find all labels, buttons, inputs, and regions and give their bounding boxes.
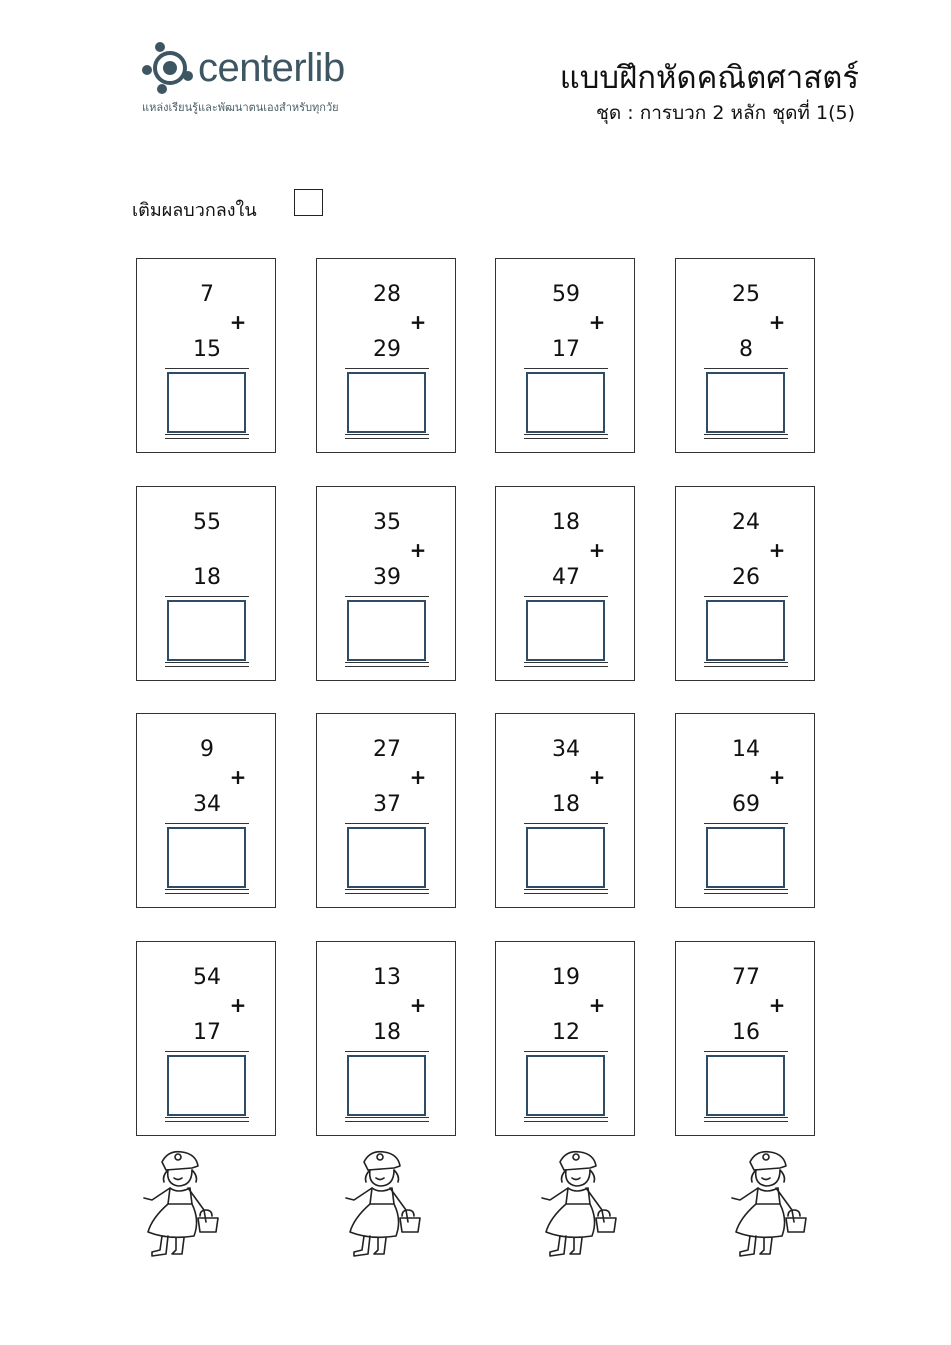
double-underline bbox=[524, 662, 608, 663]
double-underline bbox=[524, 666, 608, 667]
double-underline bbox=[165, 893, 249, 894]
double-underline bbox=[345, 438, 429, 439]
problem-card bbox=[316, 486, 456, 681]
answer-box[interactable] bbox=[167, 600, 246, 661]
double-underline bbox=[345, 434, 429, 435]
girl-with-bag-icon bbox=[138, 1148, 224, 1260]
answer-box[interactable] bbox=[347, 600, 426, 661]
problem-card bbox=[136, 713, 276, 908]
problem-card bbox=[495, 486, 635, 681]
addend-top: 77 bbox=[732, 965, 760, 990]
problem-card bbox=[136, 258, 276, 453]
plus-sign: + bbox=[768, 538, 786, 562]
sum-line bbox=[345, 596, 429, 597]
addend-bottom: 18 bbox=[373, 1020, 401, 1045]
instruction-answer-box-sample bbox=[294, 189, 323, 216]
double-underline bbox=[345, 1117, 429, 1118]
problem-card bbox=[495, 941, 635, 1136]
plus-sign: + bbox=[768, 310, 786, 334]
addend-top: 14 bbox=[732, 737, 760, 762]
problem-card bbox=[675, 713, 815, 908]
addend-bottom: 17 bbox=[552, 337, 580, 362]
sum-line bbox=[345, 1051, 429, 1052]
addend-bottom: 34 bbox=[193, 792, 221, 817]
addend-top: 24 bbox=[732, 510, 760, 535]
sum-line bbox=[704, 1051, 788, 1052]
addend-top: 34 bbox=[552, 737, 580, 762]
sum-line bbox=[704, 823, 788, 824]
double-underline bbox=[704, 889, 788, 890]
answer-box[interactable] bbox=[347, 372, 426, 433]
answer-box[interactable] bbox=[526, 600, 605, 661]
sum-line bbox=[165, 368, 249, 369]
addend-bottom: 12 bbox=[552, 1020, 580, 1045]
answer-box[interactable] bbox=[706, 827, 785, 888]
answer-box[interactable] bbox=[347, 1055, 426, 1116]
centerlib-logo bbox=[140, 40, 400, 120]
problem-card bbox=[675, 486, 815, 681]
addend-bottom: 17 bbox=[193, 1020, 221, 1045]
answer-box[interactable] bbox=[167, 372, 246, 433]
double-underline bbox=[524, 1117, 608, 1118]
addend-bottom: 16 bbox=[732, 1020, 760, 1045]
double-underline bbox=[524, 889, 608, 890]
answer-box[interactable] bbox=[526, 372, 605, 433]
addend-top: 54 bbox=[193, 965, 221, 990]
problem-card bbox=[136, 486, 276, 681]
sum-line bbox=[165, 1051, 249, 1052]
double-underline bbox=[704, 1117, 788, 1118]
sum-line bbox=[704, 596, 788, 597]
addend-bottom: 18 bbox=[552, 792, 580, 817]
sum-line bbox=[524, 368, 608, 369]
problem-card bbox=[316, 258, 456, 453]
double-underline bbox=[345, 1121, 429, 1122]
logo-tagline: แหล่งเรียนรู้และพัฒนาตนเองสำหรับทุกวัย bbox=[142, 101, 339, 114]
sum-line bbox=[704, 368, 788, 369]
problem-card bbox=[675, 258, 815, 453]
double-underline bbox=[345, 666, 429, 667]
answer-box[interactable] bbox=[706, 372, 785, 433]
double-underline bbox=[704, 666, 788, 667]
sum-line bbox=[524, 1051, 608, 1052]
addend-top: 19 bbox=[552, 965, 580, 990]
plus-sign: + bbox=[588, 310, 606, 334]
addend-bottom: 29 bbox=[373, 337, 401, 362]
plus-sign: + bbox=[229, 310, 247, 334]
addend-top: 27 bbox=[373, 737, 401, 762]
sum-line bbox=[165, 823, 249, 824]
double-underline bbox=[165, 662, 249, 663]
sum-line bbox=[345, 823, 429, 824]
addend-top: 7 bbox=[200, 282, 214, 307]
double-underline bbox=[704, 1121, 788, 1122]
plus-sign: + bbox=[229, 765, 247, 789]
double-underline bbox=[524, 438, 608, 439]
addend-top: 35 bbox=[373, 510, 401, 535]
double-underline bbox=[165, 889, 249, 890]
girl-with-bag-icon bbox=[340, 1148, 426, 1260]
double-underline bbox=[524, 434, 608, 435]
problem-card bbox=[495, 258, 635, 453]
page-subtitle: ชุด : การบวก 2 หลัก ชุดที่ 1(5) bbox=[595, 102, 855, 124]
plus-sign: + bbox=[768, 765, 786, 789]
problem-card bbox=[675, 941, 815, 1136]
plus-sign: + bbox=[409, 310, 427, 334]
addend-top: 9 bbox=[200, 737, 214, 762]
girl-with-bag-icon bbox=[726, 1148, 812, 1260]
sum-line bbox=[524, 596, 608, 597]
plus-sign: + bbox=[588, 993, 606, 1017]
double-underline bbox=[704, 893, 788, 894]
addend-bottom: 47 bbox=[552, 565, 580, 590]
addend-top: 13 bbox=[373, 965, 401, 990]
addend-bottom: 37 bbox=[373, 792, 401, 817]
plus-sign: + bbox=[409, 538, 427, 562]
problem-card bbox=[495, 713, 635, 908]
addend-top: 28 bbox=[373, 282, 401, 307]
logo-wordmark: centerlib bbox=[198, 46, 345, 90]
double-underline bbox=[345, 893, 429, 894]
addend-bottom: 8 bbox=[739, 337, 753, 362]
addend-bottom: 69 bbox=[732, 792, 760, 817]
addend-bottom: 18 bbox=[193, 565, 221, 590]
problem-card bbox=[136, 941, 276, 1136]
double-underline bbox=[524, 893, 608, 894]
double-underline bbox=[165, 1117, 249, 1118]
page-title: แบบฝึกหัดคณิตศาสตร์ bbox=[559, 60, 859, 96]
problem-card bbox=[316, 941, 456, 1136]
addend-top: 55 bbox=[193, 510, 221, 535]
answer-box[interactable] bbox=[167, 827, 246, 888]
plus-sign: + bbox=[409, 993, 427, 1017]
double-underline bbox=[704, 438, 788, 439]
double-underline bbox=[704, 434, 788, 435]
sum-line bbox=[165, 596, 249, 597]
addend-top: 18 bbox=[552, 510, 580, 535]
answer-box[interactable] bbox=[706, 600, 785, 661]
double-underline bbox=[165, 434, 249, 435]
addend-bottom: 15 bbox=[193, 337, 221, 362]
addend-bottom: 26 bbox=[732, 565, 760, 590]
answer-box[interactable] bbox=[347, 827, 426, 888]
answer-box[interactable] bbox=[167, 1055, 246, 1116]
double-underline bbox=[165, 438, 249, 439]
plus-sign: + bbox=[588, 538, 606, 562]
sum-line bbox=[524, 823, 608, 824]
plus-sign: + bbox=[588, 765, 606, 789]
plus-sign: + bbox=[229, 993, 247, 1017]
addend-top: 59 bbox=[552, 282, 580, 307]
addend-bottom: 39 bbox=[373, 565, 401, 590]
double-underline bbox=[345, 889, 429, 890]
double-underline bbox=[524, 1121, 608, 1122]
answer-box[interactable] bbox=[706, 1055, 785, 1116]
double-underline bbox=[165, 666, 249, 667]
problem-card bbox=[316, 713, 456, 908]
answer-box[interactable] bbox=[526, 1055, 605, 1116]
instruction-text: เติมผลบวกลงใน bbox=[132, 200, 257, 221]
sum-line bbox=[345, 368, 429, 369]
double-underline bbox=[704, 662, 788, 663]
double-underline bbox=[345, 662, 429, 663]
plus-sign: + bbox=[768, 993, 786, 1017]
girl-with-bag-icon bbox=[536, 1148, 622, 1260]
logo-molecule-icon bbox=[140, 40, 200, 96]
double-underline bbox=[165, 1121, 249, 1122]
addend-top: 25 bbox=[732, 282, 760, 307]
answer-box[interactable] bbox=[526, 827, 605, 888]
plus-sign: + bbox=[409, 765, 427, 789]
